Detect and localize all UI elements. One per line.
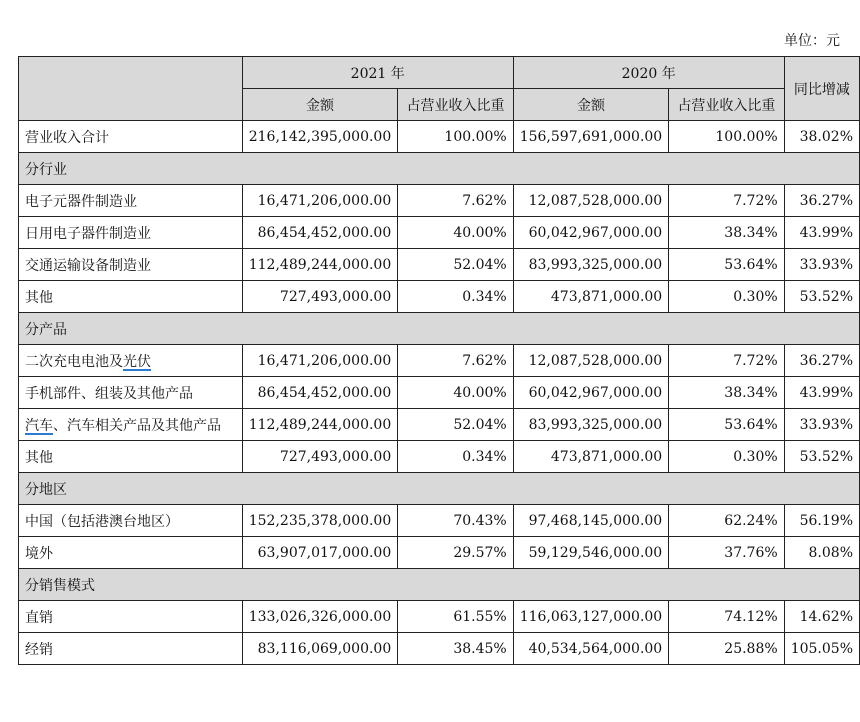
amount-2021-cell: 16,471,206,000.00 bbox=[242, 185, 398, 217]
yoy-cell: 56.19% bbox=[784, 505, 859, 537]
amount-2020-cell: 40,534,564,000.00 bbox=[513, 633, 669, 665]
row-label: 中国（包括港澳台地区） bbox=[19, 505, 243, 537]
total-row bbox=[19, 121, 860, 153]
row-label: 其他 bbox=[19, 281, 243, 313]
ratio-2020-cell: 53.64% bbox=[669, 249, 784, 281]
section-header-row bbox=[19, 153, 860, 185]
row-label-underlined: 光伏 bbox=[123, 353, 151, 370]
ratio-2021-cell: 52.04% bbox=[398, 409, 513, 441]
ratio-2021-cell: 0.34% bbox=[398, 281, 513, 313]
ratio-2020-cell: 7.72% bbox=[669, 185, 784, 217]
row-label: 直销 bbox=[19, 601, 243, 633]
ratio-2021-cell: 70.43% bbox=[398, 505, 513, 537]
table-row bbox=[19, 441, 860, 473]
total-ratio-2020: 100.00% bbox=[669, 121, 784, 153]
ratio-2021-cell: 61.55% bbox=[398, 601, 513, 633]
amount-2021-cell: 83,116,069,000.00 bbox=[242, 633, 398, 665]
table-row bbox=[19, 281, 860, 313]
amount-2020-cell: 116,063,127,000.00 bbox=[513, 601, 669, 633]
header-amount-2021: 金额 bbox=[242, 89, 398, 121]
table-row bbox=[19, 505, 860, 537]
table-row bbox=[19, 345, 860, 377]
amount-2021-cell: 133,026,326,000.00 bbox=[242, 601, 398, 633]
table-row bbox=[19, 601, 860, 633]
ratio-2021-cell: 7.62% bbox=[398, 185, 513, 217]
ratio-2020-cell: 53.64% bbox=[669, 409, 784, 441]
table-row bbox=[19, 409, 860, 441]
header-yoy: 同比增减 bbox=[784, 57, 859, 121]
amount-2021-cell: 112,489,244,000.00 bbox=[242, 409, 398, 441]
row-label: 日用电子器件制造业 bbox=[19, 217, 243, 249]
section-title: 分销售模式 bbox=[19, 569, 860, 601]
ratio-2021-cell: 29.57% bbox=[398, 537, 513, 569]
section-header-row bbox=[19, 473, 860, 505]
yoy-cell: 105.05% bbox=[784, 633, 859, 665]
yoy-cell: 33.93% bbox=[784, 409, 859, 441]
ratio-2021-cell: 40.00% bbox=[398, 217, 513, 249]
ratio-2021-cell: 7.62% bbox=[398, 345, 513, 377]
table-row bbox=[19, 377, 860, 409]
ratio-2020-cell: 62.24% bbox=[669, 505, 784, 537]
section-title: 分地区 bbox=[19, 473, 860, 505]
yoy-cell: 53.52% bbox=[784, 281, 859, 313]
table-row bbox=[19, 633, 860, 665]
amount-2021-cell: 63,907,017,000.00 bbox=[242, 537, 398, 569]
amount-2021-cell: 16,471,206,000.00 bbox=[242, 345, 398, 377]
row-label: 手机部件、组装及其他产品 bbox=[19, 377, 243, 409]
total-amount-2021: 216,142,395,000.00 bbox=[242, 121, 398, 153]
header-ratio-2020: 占营业收入比重 bbox=[669, 89, 784, 121]
total-ratio-2021: 100.00% bbox=[398, 121, 513, 153]
section-title: 分产品 bbox=[19, 313, 860, 345]
total-label: 营业收入合计 bbox=[19, 121, 243, 153]
amount-2020-cell: 83,993,325,000.00 bbox=[513, 249, 669, 281]
row-label: 经销 bbox=[19, 633, 243, 665]
table-row bbox=[19, 185, 860, 217]
row-label: 境外 bbox=[19, 537, 243, 569]
section-header-row bbox=[19, 313, 860, 345]
row-label bbox=[19, 345, 243, 377]
ratio-2020-cell: 25.88% bbox=[669, 633, 784, 665]
ratio-2020-cell: 0.30% bbox=[669, 441, 784, 473]
ratio-2020-cell: 38.34% bbox=[669, 217, 784, 249]
unit-label: 单位：元 bbox=[784, 33, 840, 49]
row-label-post: 、汽车相关产品及其他产品 bbox=[53, 417, 221, 434]
amount-2020-cell: 12,087,528,000.00 bbox=[513, 185, 669, 217]
amount-2021-cell: 727,493,000.00 bbox=[242, 441, 398, 473]
amount-2020-cell: 60,042,967,000.00 bbox=[513, 377, 669, 409]
yoy-cell: 14.62% bbox=[784, 601, 859, 633]
revenue-table bbox=[18, 56, 860, 665]
header-blank-cell bbox=[19, 57, 243, 121]
row-label: 交通运输设备制造业 bbox=[19, 249, 243, 281]
ratio-2020-cell: 7.72% bbox=[669, 345, 784, 377]
ratio-2021-cell: 52.04% bbox=[398, 249, 513, 281]
header-year-2020: 2020 年 bbox=[513, 57, 784, 89]
amount-2021-cell: 86,454,452,000.00 bbox=[242, 217, 398, 249]
amount-2021-cell: 727,493,000.00 bbox=[242, 281, 398, 313]
amount-2020-cell: 473,871,000.00 bbox=[513, 441, 669, 473]
amount-2021-cell: 152,235,378,000.00 bbox=[242, 505, 398, 537]
yoy-cell: 36.27% bbox=[784, 345, 859, 377]
row-label: 电子元器件制造业 bbox=[19, 185, 243, 217]
ratio-2021-cell: 38.45% bbox=[398, 633, 513, 665]
amount-2021-cell: 112,489,244,000.00 bbox=[242, 249, 398, 281]
header-amount-2020: 金额 bbox=[513, 89, 669, 121]
table-row bbox=[19, 537, 860, 569]
yoy-cell: 43.99% bbox=[784, 377, 859, 409]
section-title: 分行业 bbox=[19, 153, 860, 185]
amount-2020-cell: 473,871,000.00 bbox=[513, 281, 669, 313]
table-row bbox=[19, 249, 860, 281]
row-label: 其他 bbox=[19, 441, 243, 473]
yoy-cell: 53.52% bbox=[784, 441, 859, 473]
amount-2020-cell: 12,087,528,000.00 bbox=[513, 345, 669, 377]
ratio-2021-cell: 40.00% bbox=[398, 377, 513, 409]
ratio-2020-cell: 74.12% bbox=[669, 601, 784, 633]
yoy-cell: 36.27% bbox=[784, 185, 859, 217]
yoy-cell: 33.93% bbox=[784, 249, 859, 281]
amount-2020-cell: 59,129,546,000.00 bbox=[513, 537, 669, 569]
yoy-cell: 8.08% bbox=[784, 537, 859, 569]
table-row bbox=[19, 217, 860, 249]
ratio-2020-cell: 0.30% bbox=[669, 281, 784, 313]
header-ratio-2021: 占营业收入比重 bbox=[398, 89, 513, 121]
ratio-2020-cell: 38.34% bbox=[669, 377, 784, 409]
row-label-underlined: 汽车 bbox=[25, 417, 53, 434]
header-year-2021: 2021 年 bbox=[242, 57, 513, 89]
total-yoy: 38.02% bbox=[784, 121, 859, 153]
amount-2020-cell: 97,468,145,000.00 bbox=[513, 505, 669, 537]
yoy-cell: 43.99% bbox=[784, 217, 859, 249]
amount-2020-cell: 60,042,967,000.00 bbox=[513, 217, 669, 249]
section-header-row bbox=[19, 569, 860, 601]
total-amount-2020: 156,597,691,000.00 bbox=[513, 121, 669, 153]
row-label-pre: 二次充电电池及 bbox=[25, 353, 123, 370]
row-label bbox=[19, 409, 243, 441]
amount-2021-cell: 86,454,452,000.00 bbox=[242, 377, 398, 409]
header-row-years bbox=[19, 57, 860, 89]
ratio-2021-cell: 0.34% bbox=[398, 441, 513, 473]
amount-2020-cell: 83,993,325,000.00 bbox=[513, 409, 669, 441]
ratio-2020-cell: 37.76% bbox=[669, 537, 784, 569]
